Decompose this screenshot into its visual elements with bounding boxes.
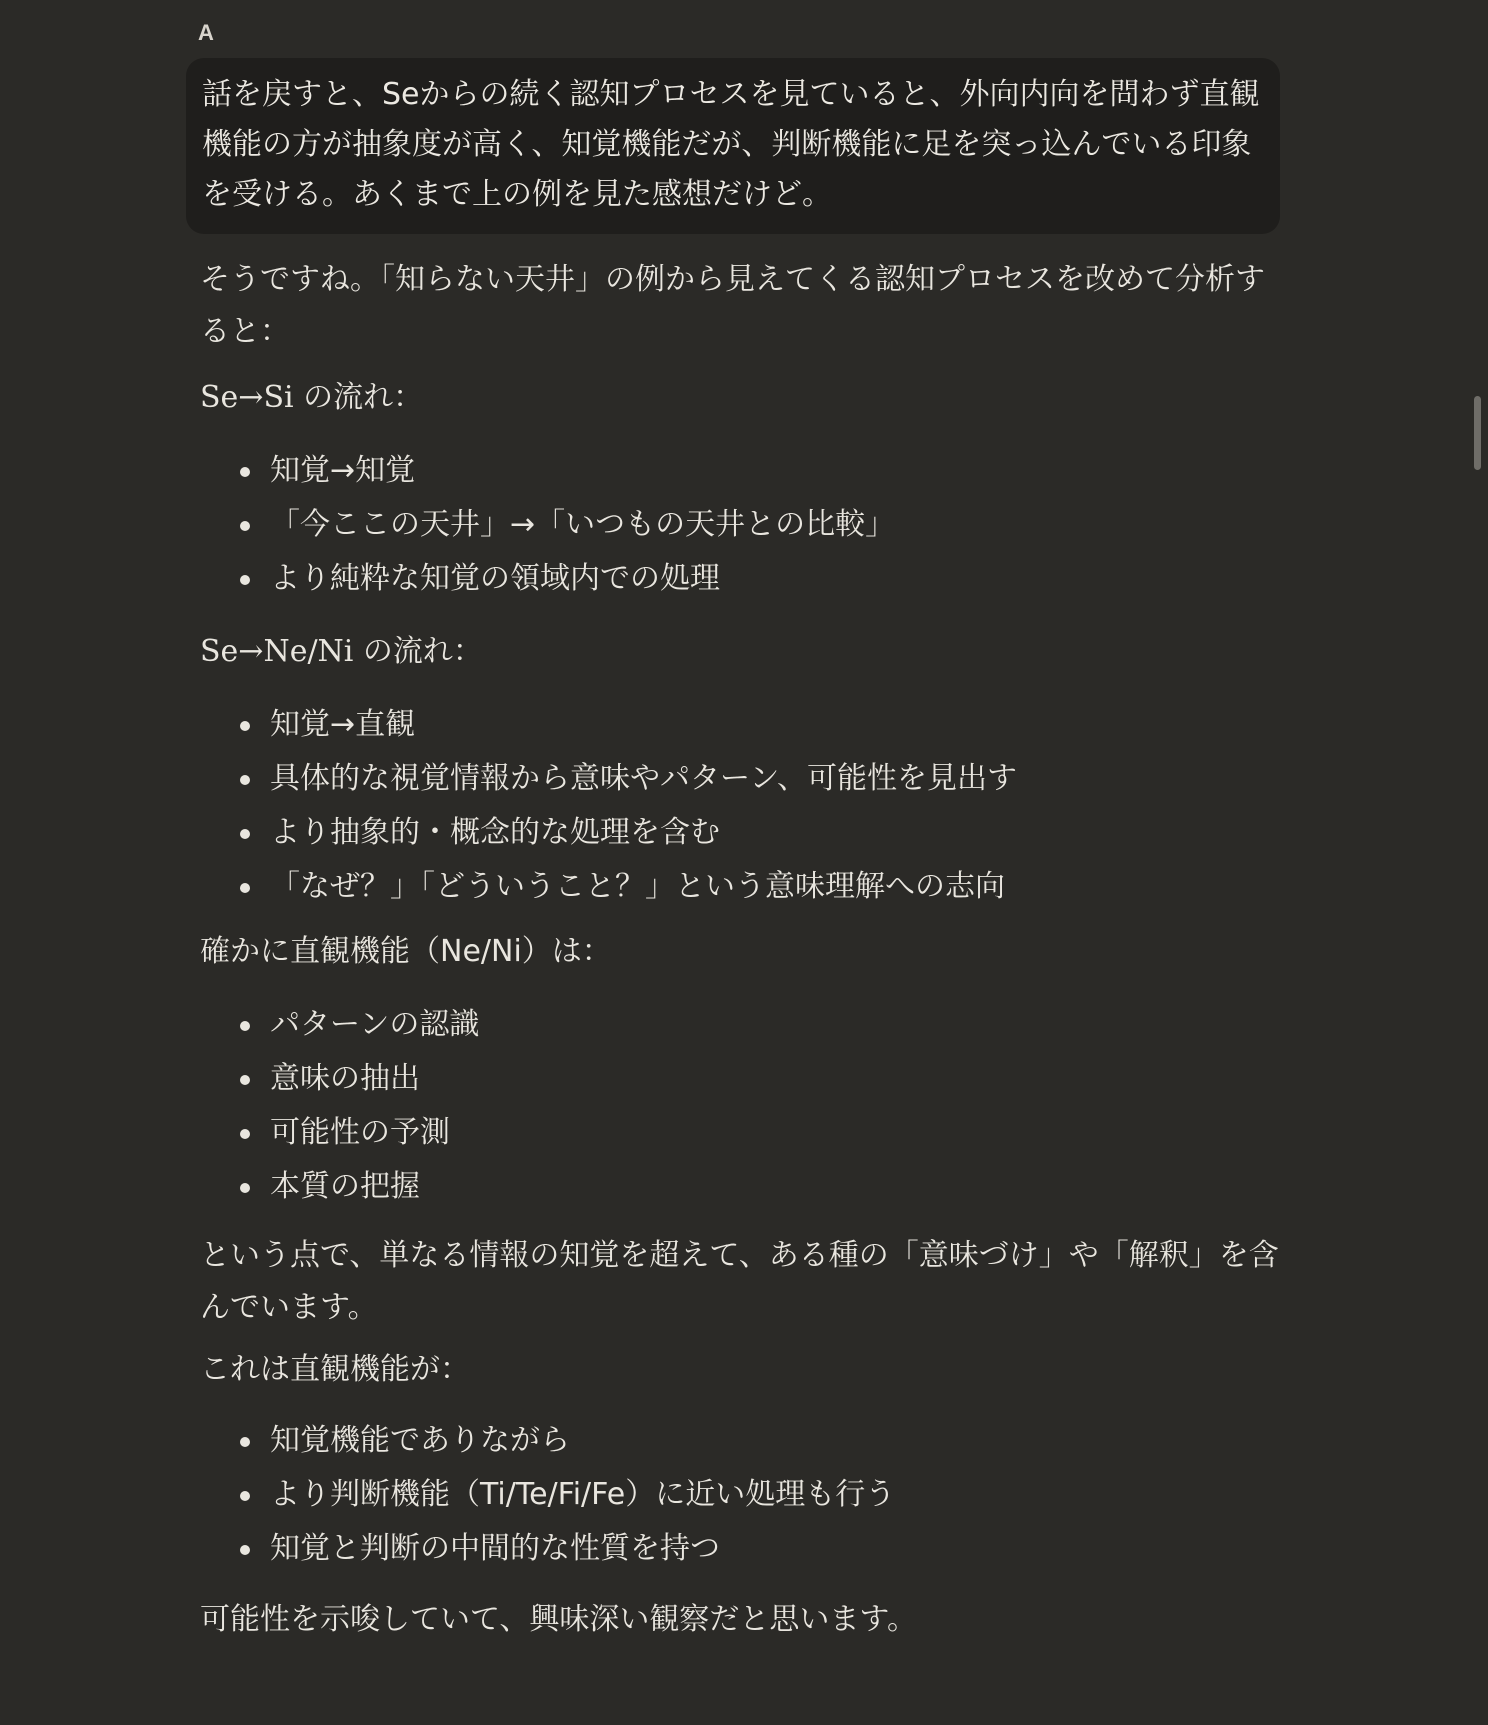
response-paragraph: という点で、単なる情報の知覚を超えて、ある種の「意味づけ」や「解釈」を含んでいます。 — [200, 1238, 1279, 1325]
list-item: 知覚と判断の中間的な性質を持つ — [200, 1522, 1290, 1576]
section-title-intuition: 確かに直観機能（Ne/Ni）は： — [200, 934, 612, 969]
list-intuition — [200, 998, 1290, 1214]
list-item: 意味の抽出 — [200, 1052, 1290, 1106]
user-message-bubble — [186, 58, 1280, 234]
list-intuition-function — [200, 1414, 1290, 1576]
list-item: 「なぜ？」「どういうこと？」という意味理解への志向 — [200, 860, 1290, 914]
list-item: 本質の把握 — [200, 1160, 1290, 1214]
list-item: 可能性の予測 — [200, 1106, 1290, 1160]
list-item: 知覚→直観 — [200, 698, 1290, 752]
bullet-icon — [240, 1545, 250, 1555]
bullet-icon — [240, 1075, 250, 1085]
list-se-ne-ni — [200, 698, 1290, 914]
speaker-initial: A — [198, 20, 214, 45]
bullet-icon — [240, 829, 250, 839]
list-item: 知覚機能でありながら — [200, 1414, 1290, 1468]
bullet-icon — [240, 1437, 250, 1447]
list-se-si — [200, 444, 1290, 606]
response-intro: そうですね。「知らない天井」の例から見えてくる認知プロセスを改めて分析すると： — [200, 262, 1265, 349]
assistant-response — [200, 254, 1290, 1646]
bullet-icon — [240, 1491, 250, 1501]
bullet-icon — [240, 1183, 250, 1193]
list-item: 知覚→知覚 — [200, 444, 1290, 498]
bullet-icon — [240, 883, 250, 893]
list-item: 具体的な視覚情報から意味やパターン、可能性を見出す — [200, 752, 1290, 806]
bullet-icon — [240, 575, 250, 585]
bullet-icon — [240, 721, 250, 731]
scrollbar-thumb[interactable] — [1474, 396, 1481, 470]
bullet-icon — [240, 1021, 250, 1031]
list-item: パターンの認識 — [200, 998, 1290, 1052]
section-title-intuition-function: これは直観機能が： — [200, 1352, 470, 1387]
bullet-icon — [240, 521, 250, 531]
list-item: より判断機能（Ti/Te/Fi/Fe）に近い処理も行う — [200, 1468, 1290, 1522]
list-item: より抽象的・概念的な処理を含む — [200, 806, 1290, 860]
bullet-icon — [240, 775, 250, 785]
section-title-se-si: Se→Si の流れ： — [200, 380, 424, 415]
bullet-icon — [240, 467, 250, 477]
section-title-se-ne-ni: Se→Ne/Ni の流れ： — [200, 634, 483, 669]
list-item: より純粋な知覚の領域内での処理 — [200, 552, 1290, 606]
bullet-icon — [240, 1129, 250, 1139]
list-item: 「今ここの天井」→「いつもの天井との比較」 — [200, 498, 1290, 552]
user-message-text: 話を戻すと、Seからの続く認知プロセスを見ていると、外向内向を問わず直観機能の方が抽象度が高く、知覚機能だが、判断機能に足を突っ込んでいる印象を受ける。あくまで上の例を見た感想だけど。 — [202, 77, 1260, 212]
response-closing: 可能性を示唆していて、興味深い観察だと思います。 — [200, 1602, 917, 1637]
